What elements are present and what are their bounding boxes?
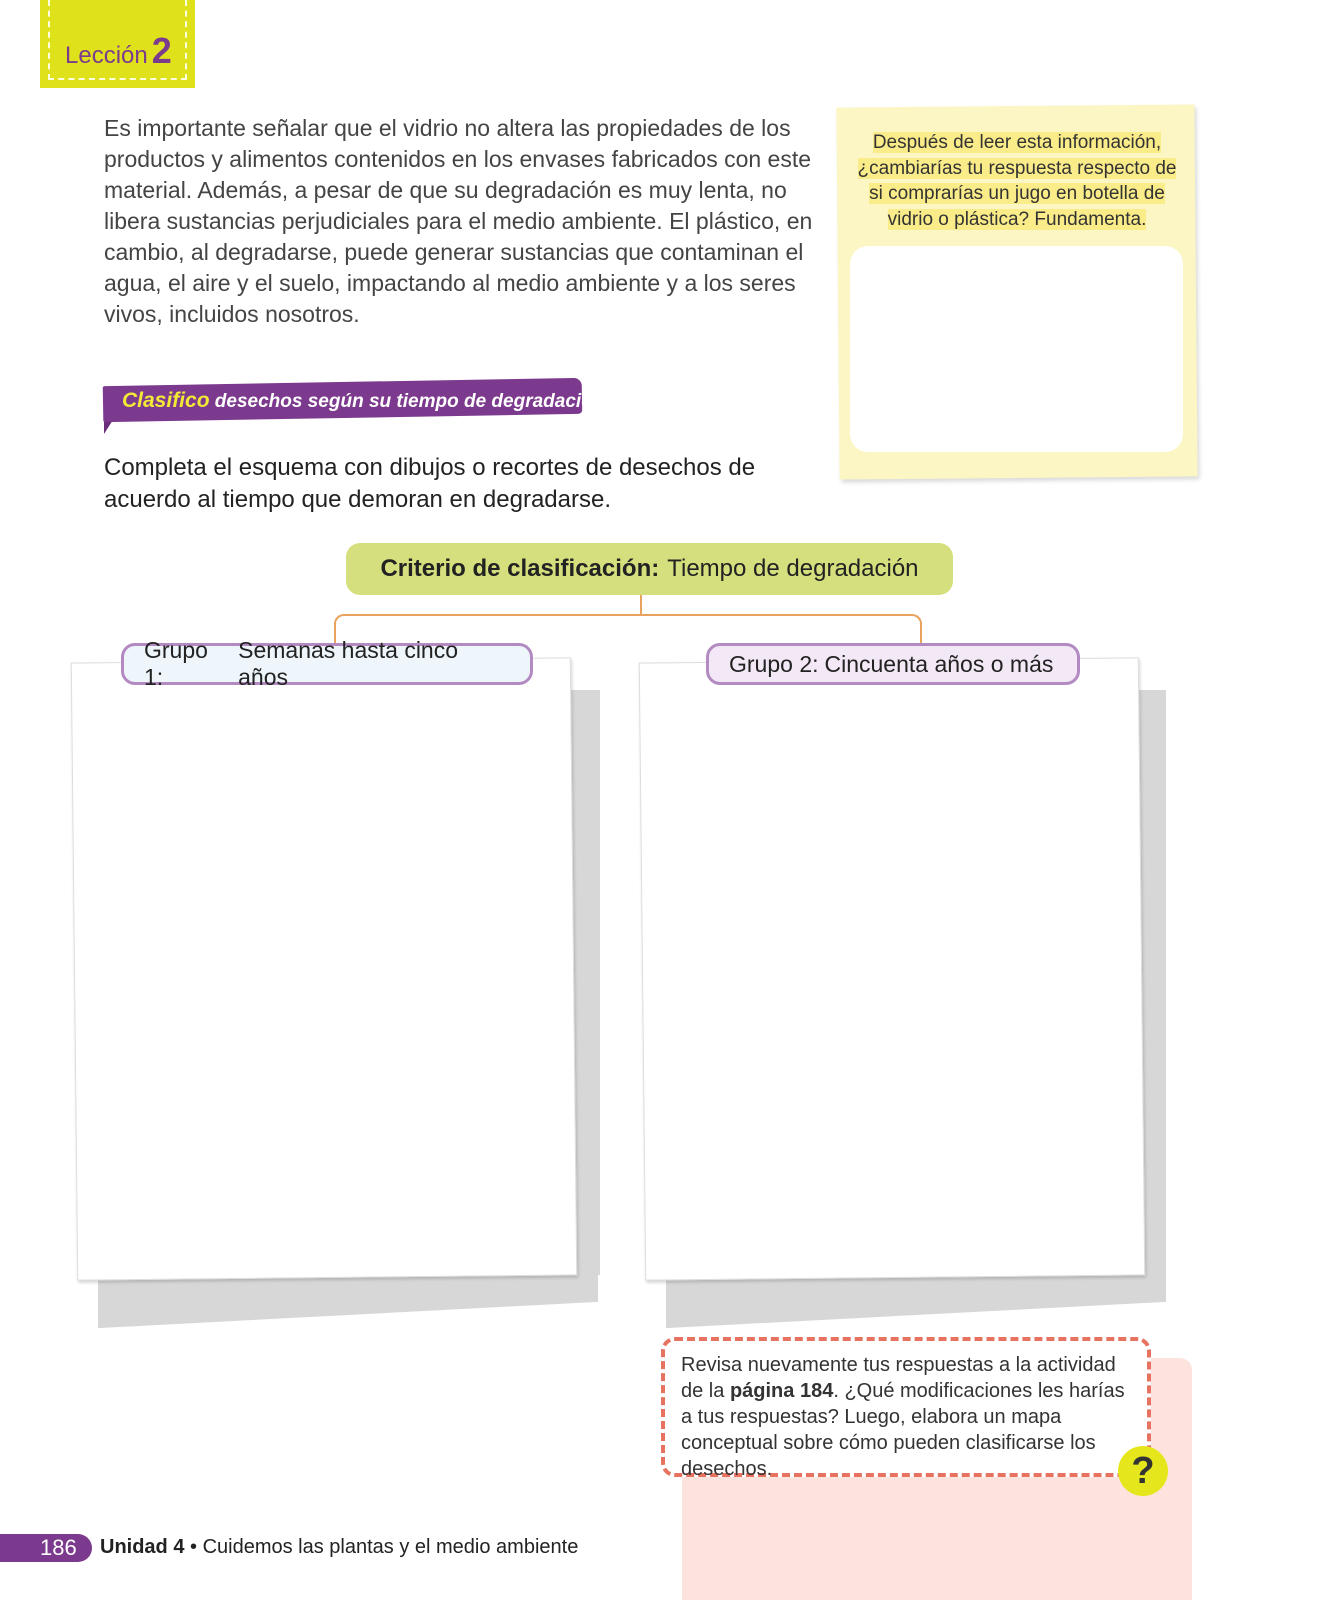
instruction-text: Completa el esquema con dibujos o recortes de desechos de acuerdo al tiempo que demoran en degradarse. <box>104 454 756 513</box>
footer-unit: Unidad 4 <box>100 1536 185 1558</box>
section-title: Clasifico desechos según su tiempo de degradación <box>122 389 605 412</box>
lesson-number: 2 <box>151 30 172 71</box>
lesson-label: Lección 2 <box>65 30 172 71</box>
criterion-pill <box>346 543 953 595</box>
footer-text: Unidad 4 • Cuidemos las plantas y el medio ambiente <box>100 1536 579 1558</box>
criterion-label: Criterio de clasificación: <box>380 555 660 582</box>
sheet-1[interactable] <box>71 657 577 1280</box>
page-number: 186 <box>40 1535 77 1560</box>
main-paragraph: Es importante señalar que el vidrio no altera las propiedades de los productos y alimentos contenidos en los envases fabricados con este material. Además, a pesar de que su degradación es muy lenta, no libera sustancias perjudiciales para el medio ambiente. El plástico, en cambio, al degradarse, puede generar sustancias que contaminan el agua, el aire y el suelo, impactando al medio ambiente y a los seres vivos, incluidos nosotros. <box>104 115 813 327</box>
note-answer-box[interactable] <box>850 246 1183 452</box>
criterion-value: Tiempo de degradación <box>667 555 919 582</box>
footer-title: Cuidemos las plantas y el medio ambiente <box>202 1536 579 1558</box>
question-mark-icon: ? <box>1118 1446 1168 1496</box>
note-question: Después de leer esta información, ¿cambiarías tu respuesta respecto de si comprarías un jugo en botella de vidrio o plástica? Fundamenta. <box>857 132 1177 230</box>
group-2-label: Grupo 2: Cincuenta años o más <box>706 643 1080 685</box>
sheet-2[interactable] <box>639 657 1145 1280</box>
page-reference: página 184 <box>729 1380 834 1402</box>
connector-stem <box>640 595 642 615</box>
group-1-label: Grupo 1: Semanas hasta cinco años <box>121 643 533 685</box>
section-keyword: Clasifico <box>122 389 210 412</box>
reflection-text: Revisa nuevamente tus respuestas a la actividad de la página 184. ¿Qué modificaciones les harías a tus respuestas? Luego, elabora un mapa conceptual sobre cómo pueden clasificarse los desechos. <box>681 1354 1125 1480</box>
